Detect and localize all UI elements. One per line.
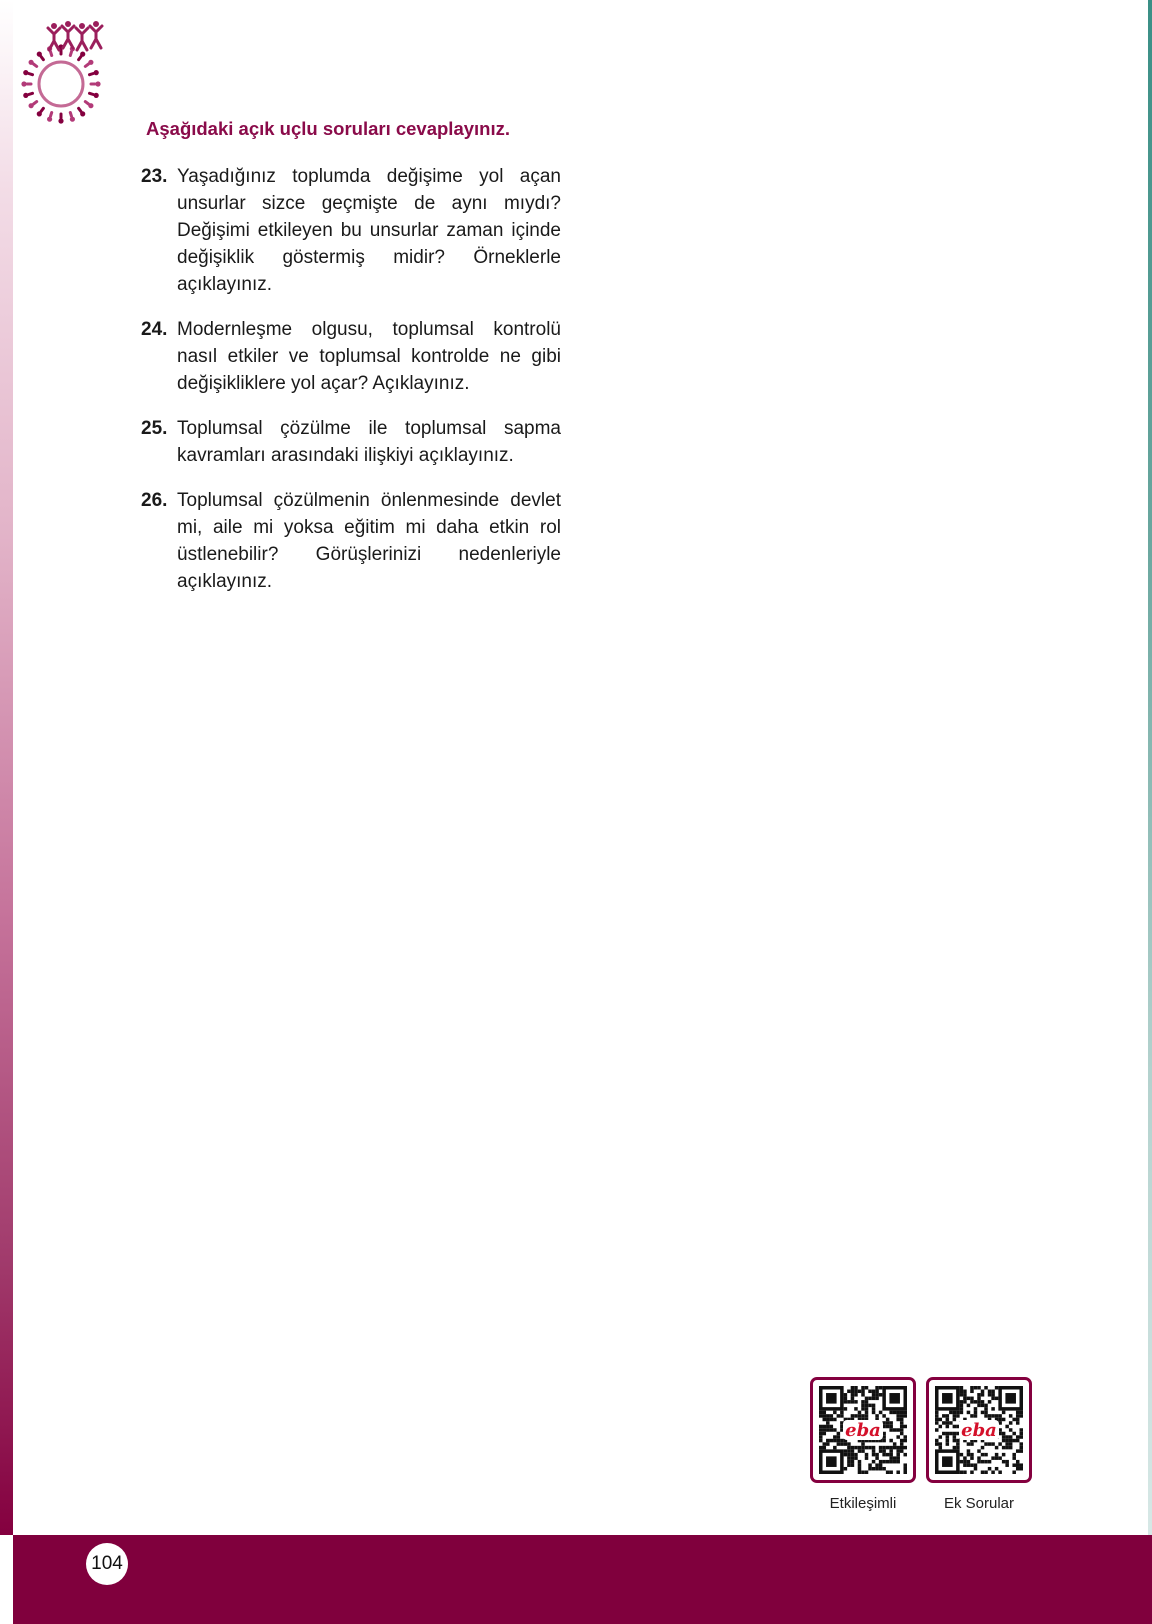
qr-label: Etkileşimli xyxy=(829,1495,897,1512)
question-text: Modernleşme olgusu, toplumsal kontrolü nasıl etkiler ve toplumsal kontrolde ne gibi değişikliklere yol açar? Açıklayınız. xyxy=(177,319,561,394)
qr-code-icon xyxy=(935,1386,1023,1474)
question-number: 25. xyxy=(141,418,168,439)
qr-frame[interactable] xyxy=(926,1377,1032,1483)
qr-etkilesimli[interactable] xyxy=(810,1377,916,1512)
question-text: Toplumsal çözülme ile toplumsal sapma kavramları arasındaki ilişkiyi açıklayınız. xyxy=(177,418,561,466)
qr-code-group xyxy=(810,1377,1032,1512)
question-23 xyxy=(141,163,561,298)
question-number: 26. xyxy=(141,490,168,511)
people-circle-logo-icon xyxy=(16,14,110,124)
page-number: 104 xyxy=(86,1543,128,1585)
question-list xyxy=(141,163,561,613)
left-gradient-strip xyxy=(0,0,13,1535)
question-24 xyxy=(141,316,561,397)
eba-badge: eba xyxy=(845,1420,881,1441)
qr-code-icon xyxy=(819,1386,907,1474)
question-26 xyxy=(141,487,561,595)
question-text: Yaşadığınız toplumda değişime yol açan unsurlar sizce geçmişte de aynı mıydı? Değişimi etkileyen bu unsurlar zaman içinde değişiklik göstermiş midir? Örneklerle açıklayınız. xyxy=(177,166,561,295)
qr-ek-sorular[interactable] xyxy=(926,1377,1032,1512)
footer-bar xyxy=(13,1535,1152,1624)
eba-badge: eba xyxy=(961,1420,997,1441)
right-edge-strip xyxy=(1148,0,1152,1535)
question-number: 24. xyxy=(141,319,168,340)
question-text: Toplumsal çözülmenin önlenmesinde devlet mi, aile mi yoksa eğitim mi daha etkin rol üstlenebilir? Görüşlerinizi nedenleriyle açıklayınız. xyxy=(177,490,561,592)
qr-frame[interactable] xyxy=(810,1377,916,1483)
question-number: 23. xyxy=(141,166,168,187)
instruction-heading: Aşağıdaki açık uçlu soruları cevaplayınız. xyxy=(146,118,510,139)
question-25 xyxy=(141,415,561,469)
qr-label: Ek Sorular xyxy=(943,1495,1015,1512)
